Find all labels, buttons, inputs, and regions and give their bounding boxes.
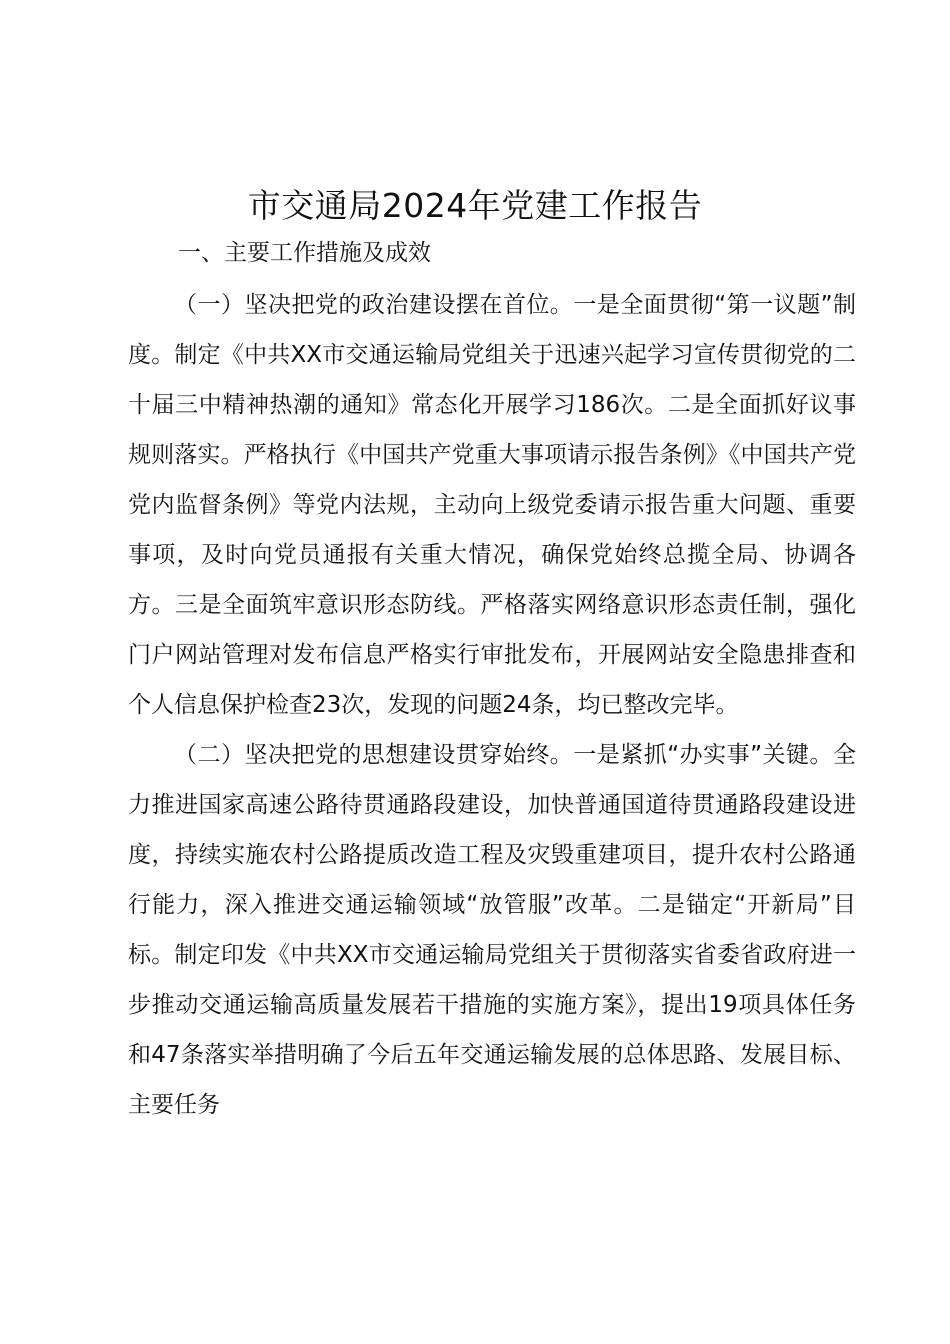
paragraph-political-building: （一）坚决把党的政治建设摆在首位。一是全面贯彻“第一议题”制度。制定《中共XX市交通运输局党组关于迅速兴起学习宣传贯彻党的二十届三中精神热潮的通知》常态化开展学习186次。二是全面抓好议事规则落实。严格执行《中国共产党重大事项请示报告条例》《中国共产党党内监督条例》等党内法规，主动向上级党委请示报告重大问题、重要事项，及时向党员通报有关重大情况，确保党始终总揽全局、协调各方。三是全面筑牢意识形态防线。严格落实网络意识形态责任制，强化门户网站管理对发布信息严格实行审批发布，开展网站安全隐患排查和个人信息保护检查23次，发现的问题24条，均已整改完毕。 (128, 292, 856, 718)
document-title: 市交通局2024年党建工作报告 (247, 186, 703, 225)
section-heading: 一、主要工作措施及成效 (178, 240, 431, 266)
document-body (128, 280, 856, 1130)
paragraph-ideological-building: （二）坚决把党的思想建设贯穿始终。一是紧抓“办实事”关键。全力推进国家高速公路待贯通路段建设，加快普通国道待贯通路段建设进度，持续实施农村公路提质改造工程及灾毁重建项目，提升农村公路通行能力，深入推进交通运输领域“放管服”改革。二是锚定“开新局”目标。制定印发《中共XX市交通运输局党组关于贯彻落实省委省政府进一步推动交通运输高质量发展若干措施的实施方案》，提出19项具体任务和47条落实举措明确了今后五年交通运输发展的总体思路、发展目标、主要任务 (128, 742, 856, 1118)
